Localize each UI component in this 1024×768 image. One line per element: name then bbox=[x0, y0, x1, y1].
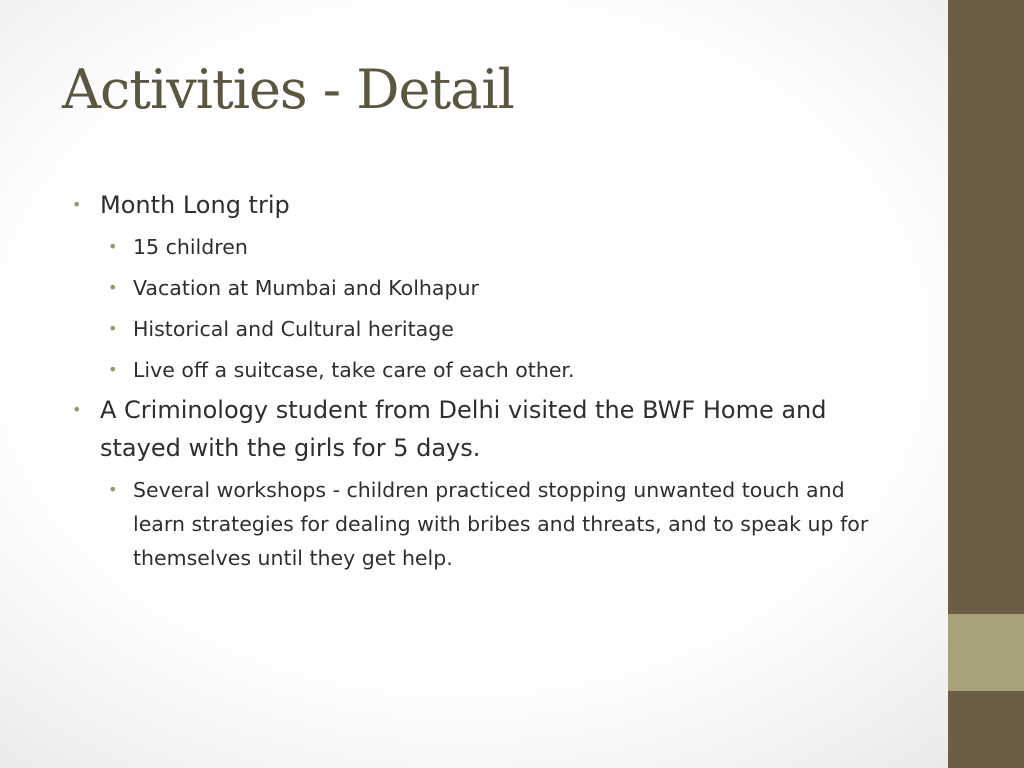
bullet-text: A Criminology student from Delhi visited the BWF Home and stayed with the girls for 5 days. bbox=[100, 396, 827, 462]
sub-bullet-item bbox=[72, 230, 902, 264]
bullet-dot-icon: • bbox=[72, 400, 82, 419]
sub-bullet-text: 15 children bbox=[133, 235, 248, 259]
slide-title: Activities - Detail bbox=[62, 58, 514, 121]
bullet-list bbox=[72, 186, 902, 575]
bullet-dot-icon: • bbox=[108, 480, 118, 499]
bullet-dot-icon: • bbox=[72, 195, 82, 214]
sub-bullet-item bbox=[72, 271, 902, 305]
sub-bullet-item bbox=[72, 312, 902, 346]
bullet-dot-icon: • bbox=[108, 319, 118, 338]
sub-bullet-text: Historical and Cultural heritage bbox=[133, 317, 454, 341]
sub-bullet-text: Live off a suitcase, take care of each other. bbox=[133, 358, 575, 382]
bullet-item bbox=[72, 391, 902, 467]
bullet-text: Month Long trip bbox=[100, 191, 290, 219]
bullet-dot-icon: • bbox=[108, 237, 118, 256]
sub-bullet-text: Several workshops - children practiced stopping unwanted touch and learn strategies for dealing with bribes and threats, and to speak up for themselves until they get help. bbox=[133, 478, 869, 570]
decorative-side-accent bbox=[948, 614, 1024, 691]
bullet-item bbox=[72, 186, 902, 224]
sub-bullet-item bbox=[72, 353, 902, 387]
sub-bullet-text: Vacation at Mumbai and Kolhapur bbox=[133, 276, 479, 300]
bullet-dot-icon: • bbox=[108, 278, 118, 297]
bullet-dot-icon: • bbox=[108, 360, 118, 379]
sub-bullet-item bbox=[72, 473, 902, 575]
